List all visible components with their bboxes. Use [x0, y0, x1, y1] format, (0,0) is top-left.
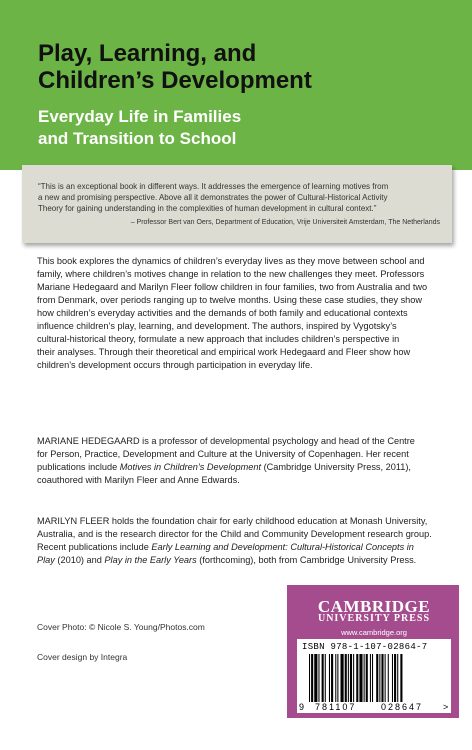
- barcode-bar: [379, 654, 380, 702]
- isbn-number: ISBN 978-1-107-02864-7: [302, 642, 428, 652]
- barcode-bar: [359, 654, 362, 702]
- barcode-bar: [356, 654, 358, 702]
- book-reference: Play: [37, 555, 55, 565]
- barcode-bar: [392, 654, 393, 702]
- cover-photo-credit: Cover Photo: © Nicole S. Young/Photos.com: [37, 622, 205, 632]
- barcode-bar: [348, 654, 349, 702]
- barcode-bar: [397, 654, 398, 702]
- description-line: cultural-historical theory, formulate a new approach that includes children’s perspective in: [37, 334, 400, 344]
- book-subtitle: [38, 106, 458, 150]
- bio-line: for Person, Practice, Development and Culture at the University of Copenhagen. Her recent: [37, 449, 409, 459]
- description-line: family, where children’s motives change in relation to the new challenges they meet. Professors: [37, 269, 425, 279]
- description-line: from Denmark, over periods ranging up to twelve months. Using these case studies, they show: [37, 295, 423, 305]
- barcode-digit-group-1: 781107: [315, 702, 357, 712]
- barcode-bar: [350, 654, 352, 702]
- barcode-bar: [322, 654, 324, 702]
- bio-line: [37, 541, 437, 554]
- barcode-bar: [314, 654, 317, 702]
- barcode-bar: [376, 654, 378, 702]
- barcode-bar: [353, 654, 354, 702]
- barcode-bar: [364, 654, 365, 702]
- title-line-2: Children’s Development: [38, 67, 312, 94]
- bio-text: (forthcoming), both from Cambridge University Press.: [196, 555, 417, 565]
- barcode-bar: [372, 654, 373, 702]
- barcode-bar: [385, 654, 386, 702]
- barcode-bar: [341, 654, 344, 702]
- barcode-end-mark: >: [443, 702, 449, 712]
- description-line: Mariane Hedegaard and Marilyn Fleer follow children in four families, two from Australia and two: [37, 282, 428, 292]
- barcode-bar: [370, 654, 371, 702]
- bio-text: Recent publications include: [37, 542, 152, 552]
- endorsement-attribution: – Professor Bert van Oers, Department of Education, Vrije Universiteit Amsterdam, The Netherlands: [130, 219, 440, 226]
- barcode-digits: [297, 702, 451, 713]
- endorsement-quote: [38, 181, 440, 214]
- book-reference: Early Learning and Development: Cultural-Historical Concepts in: [151, 542, 414, 552]
- bio-line: MARILYN FLEER holds the foundation chair for early childhood education at Monash University,: [37, 516, 428, 526]
- barcode-bar: [400, 654, 402, 702]
- quote-line: “This is an exceptional book in different ways. It addresses the emergence of learning motives from: [38, 182, 389, 191]
- description-line: influence children’s play, learning, and development. The authors, inspired by Vygotsky’s: [37, 321, 397, 331]
- publisher-name: CAMBRIDGE: [317, 597, 431, 616]
- bio-line: [37, 461, 437, 474]
- barcode-digit-group-2: 028647: [381, 702, 424, 712]
- cover-design-credit: Cover design by Integra: [37, 652, 128, 662]
- subtitle-line-2: and Transition to School: [38, 129, 237, 148]
- publisher-url: www.cambridge.org: [341, 628, 407, 637]
- barcode-first-digit: 9: [299, 702, 305, 712]
- author-bio-fleer: [37, 515, 437, 567]
- bio-text: (2010) and: [54, 555, 105, 565]
- barcode-bar: [309, 654, 310, 702]
- book-reference: Play in the Early Years: [104, 555, 197, 565]
- bio-line: Australia, and is the research director for the Child and Community Development research group.: [37, 529, 432, 539]
- barcode-bar: [331, 654, 333, 702]
- subtitle-line-1: Everyday Life in Families: [38, 107, 242, 126]
- bio-line: coauthored with Marilyn Fleer and Anne Edwards.: [37, 475, 240, 485]
- barcode-bar: [394, 654, 396, 702]
- barcode-bar: [325, 654, 326, 702]
- bio-text: (Cambridge University Press, 2011),: [261, 462, 411, 472]
- quote-line: Theory for gaining understanding in the complexities of human development in cultural context.”: [38, 204, 377, 213]
- barcode-bar: [345, 654, 347, 702]
- barcode-bar: [381, 654, 383, 702]
- description-line: how children’s everyday activities and the demands of both family and educational contexts: [37, 308, 408, 318]
- bio-line: [37, 554, 437, 567]
- description-line: children’s development occurs through participation in everyday life.: [37, 360, 313, 370]
- barcode-bar: [388, 654, 389, 702]
- book-reference: Motives in Children’s Development: [119, 462, 262, 472]
- author-bio-hedegaard: [37, 435, 437, 487]
- publisher-subname: UNIVERSITY PRESS: [317, 613, 431, 624]
- book-title: [38, 40, 458, 94]
- isbn-barcode: [307, 654, 447, 702]
- barcode-bar: [318, 654, 319, 702]
- description-line: their analyses. Through their theoretical and empirical work Hedegaard and Fleer show how: [37, 347, 411, 357]
- barcode-bar: [335, 654, 336, 702]
- barcode-bar: [366, 654, 368, 702]
- quote-line: a new and promising perspective. Above all it demonstrates the power of Cultural-Historical Activity: [38, 193, 388, 202]
- bio-line: MARIANE HEDEGAARD is a professor of developmental psychology and head of the Centre: [37, 436, 415, 446]
- description-line: This book explores the dynamics of children’s everyday lives as they move between school and: [37, 256, 425, 266]
- book-description: [37, 255, 437, 372]
- barcode-bar: [329, 654, 330, 702]
- barcode-bar: [337, 654, 338, 702]
- title-line-1: Play, Learning, and: [38, 40, 257, 67]
- barcode-bar: [311, 654, 313, 702]
- bio-text: publications include: [37, 462, 120, 472]
